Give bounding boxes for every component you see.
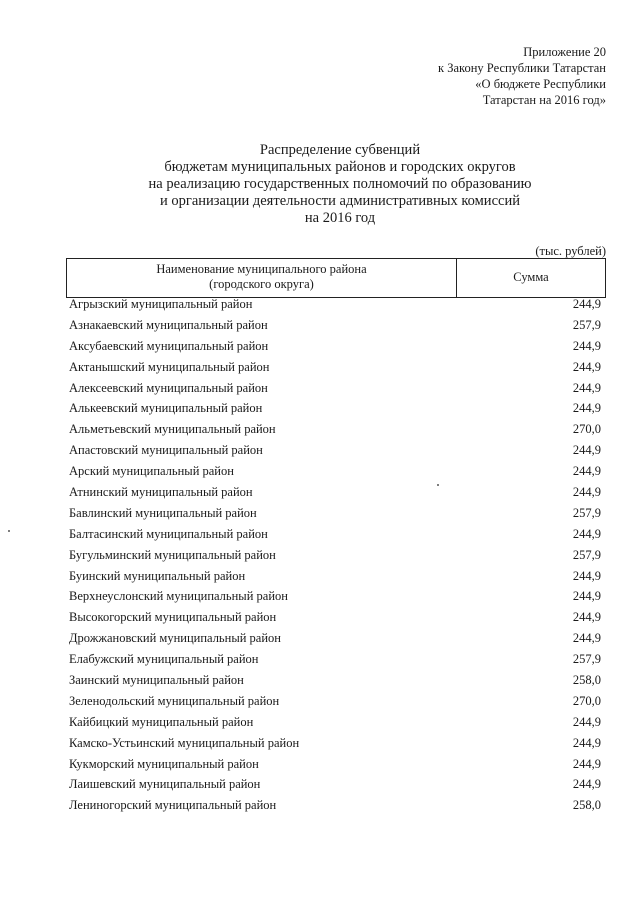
units-label: (тыс. рублей) [535,244,606,258]
table-row [69,482,601,503]
title-line-5: на 2016 год [304,210,376,226]
district-name: Алькеевский муниципальный район [69,401,263,416]
column-header-name-line-1: Наименование муниципального района [156,262,367,276]
district-sum: 244,9 [572,359,601,374]
district-name: Высокогорский муниципальный район [69,610,277,625]
table-row [69,691,601,712]
appendix-line-1: Приложение 20 [523,45,606,59]
appendix-line-4: Татарстан на 2016 год» [482,93,606,107]
table-row [69,378,601,399]
district-sum: 244,9 [572,401,601,416]
district-sum: 244,9 [572,464,601,479]
district-name: Апастовский муниципальный район [69,443,263,458]
scan-speck [8,530,10,532]
district-sum: 244,9 [572,777,601,792]
district-sum: 244,9 [572,714,601,729]
table-row [69,712,601,733]
table-row [69,754,601,775]
column-header-name [67,259,457,298]
table-row [69,461,601,482]
district-sum: 244,9 [572,568,601,583]
table-row [69,524,601,545]
table-row [69,398,601,419]
district-name: Елабужский муниципальный район [69,652,259,667]
district-sum: 270,0 [572,422,601,437]
district-name: Камско-Устьинский муниципальный район [69,735,300,750]
district-name: Кайбицкий муниципальный район [69,714,254,729]
district-sum: 244,9 [572,589,601,604]
district-sum: 244,9 [572,735,601,750]
district-name: Атнинский муниципальный район [69,485,253,500]
district-sum: 258,0 [572,798,601,813]
district-name: Бавлинский муниципальный район [69,505,257,520]
district-name: Зеленодольский муниципальный район [69,693,280,708]
district-name: Буинский муниципальный район [69,568,246,583]
table-row [69,357,601,378]
title-line-3: на реализацию государственных полномочий по образованию [148,176,532,192]
district-name: Лениногорский муниципальный район [69,798,277,813]
district-sum: 244,9 [572,756,601,771]
table-row [69,607,601,628]
district-sum: 244,9 [572,443,601,458]
table-row [69,419,601,440]
table-row [69,733,601,754]
district-sum: 257,9 [572,505,601,520]
table-row [69,628,601,649]
table-header [66,258,606,298]
district-sum: 244,9 [572,297,601,311]
district-name: Балтасинский муниципальный район [69,526,268,541]
district-name: Верхнеуслонский муниципальный район [69,589,288,604]
district-sum: 257,9 [572,652,601,667]
table-row [69,545,601,566]
district-sum: 244,9 [572,631,601,646]
district-name: Алексеевский муниципальный район [69,380,268,395]
table-row [69,649,601,670]
column-header-sum: Сумма [457,259,606,298]
column-header-name-line-2: (городского округа) [209,277,314,291]
district-name: Аксубаевский муниципальный район [69,338,269,353]
title-line-1: Распределение субвенций [259,142,421,158]
table-row [69,774,601,795]
district-name: Агрызский муниципальный район [69,297,253,311]
title-line-4: и организации деятельности административных комиссий [160,193,520,209]
appendix-line-2: к Закону Республики Татарстан [438,61,606,75]
district-name: Актанышский муниципальный район [69,359,270,374]
district-sum: 257,9 [572,547,601,562]
district-sum: 257,9 [572,317,601,332]
district-sum: 244,9 [572,338,601,353]
district-name: Арский муниципальный район [69,464,234,479]
district-name: Кукморский муниципальный район [69,756,259,771]
table-row [69,586,601,607]
table-row [69,440,601,461]
table-row [69,315,601,336]
appendix-header [438,44,606,108]
document-title [0,142,640,227]
scan-speck [437,484,439,486]
district-sum: 258,0 [572,673,601,688]
district-name: Азнакаевский муниципальный район [69,317,268,332]
title-line-2: бюджетам муниципальных районов и городских округов [164,159,516,175]
district-sum: 244,9 [572,485,601,500]
district-name: Альметьевский муниципальный район [69,422,276,437]
table-row [69,670,601,691]
table-body [69,294,601,816]
district-sum: 244,9 [572,526,601,541]
district-name: Лаишевский муниципальный район [69,777,261,792]
table-row [69,566,601,587]
table-row [69,795,601,816]
district-sum: 270,0 [572,693,601,708]
district-sum: 244,9 [572,610,601,625]
appendix-line-3: «О бюджете Республики [475,77,606,91]
district-name: Дрожжановский муниципальный район [69,631,281,646]
district-name: Заинский муниципальный район [69,673,244,688]
table-row [69,294,601,315]
table-row [69,336,601,357]
table-row [69,503,601,524]
district-name: Бугульминский муниципальный район [69,547,276,562]
district-sum: 244,9 [572,380,601,395]
